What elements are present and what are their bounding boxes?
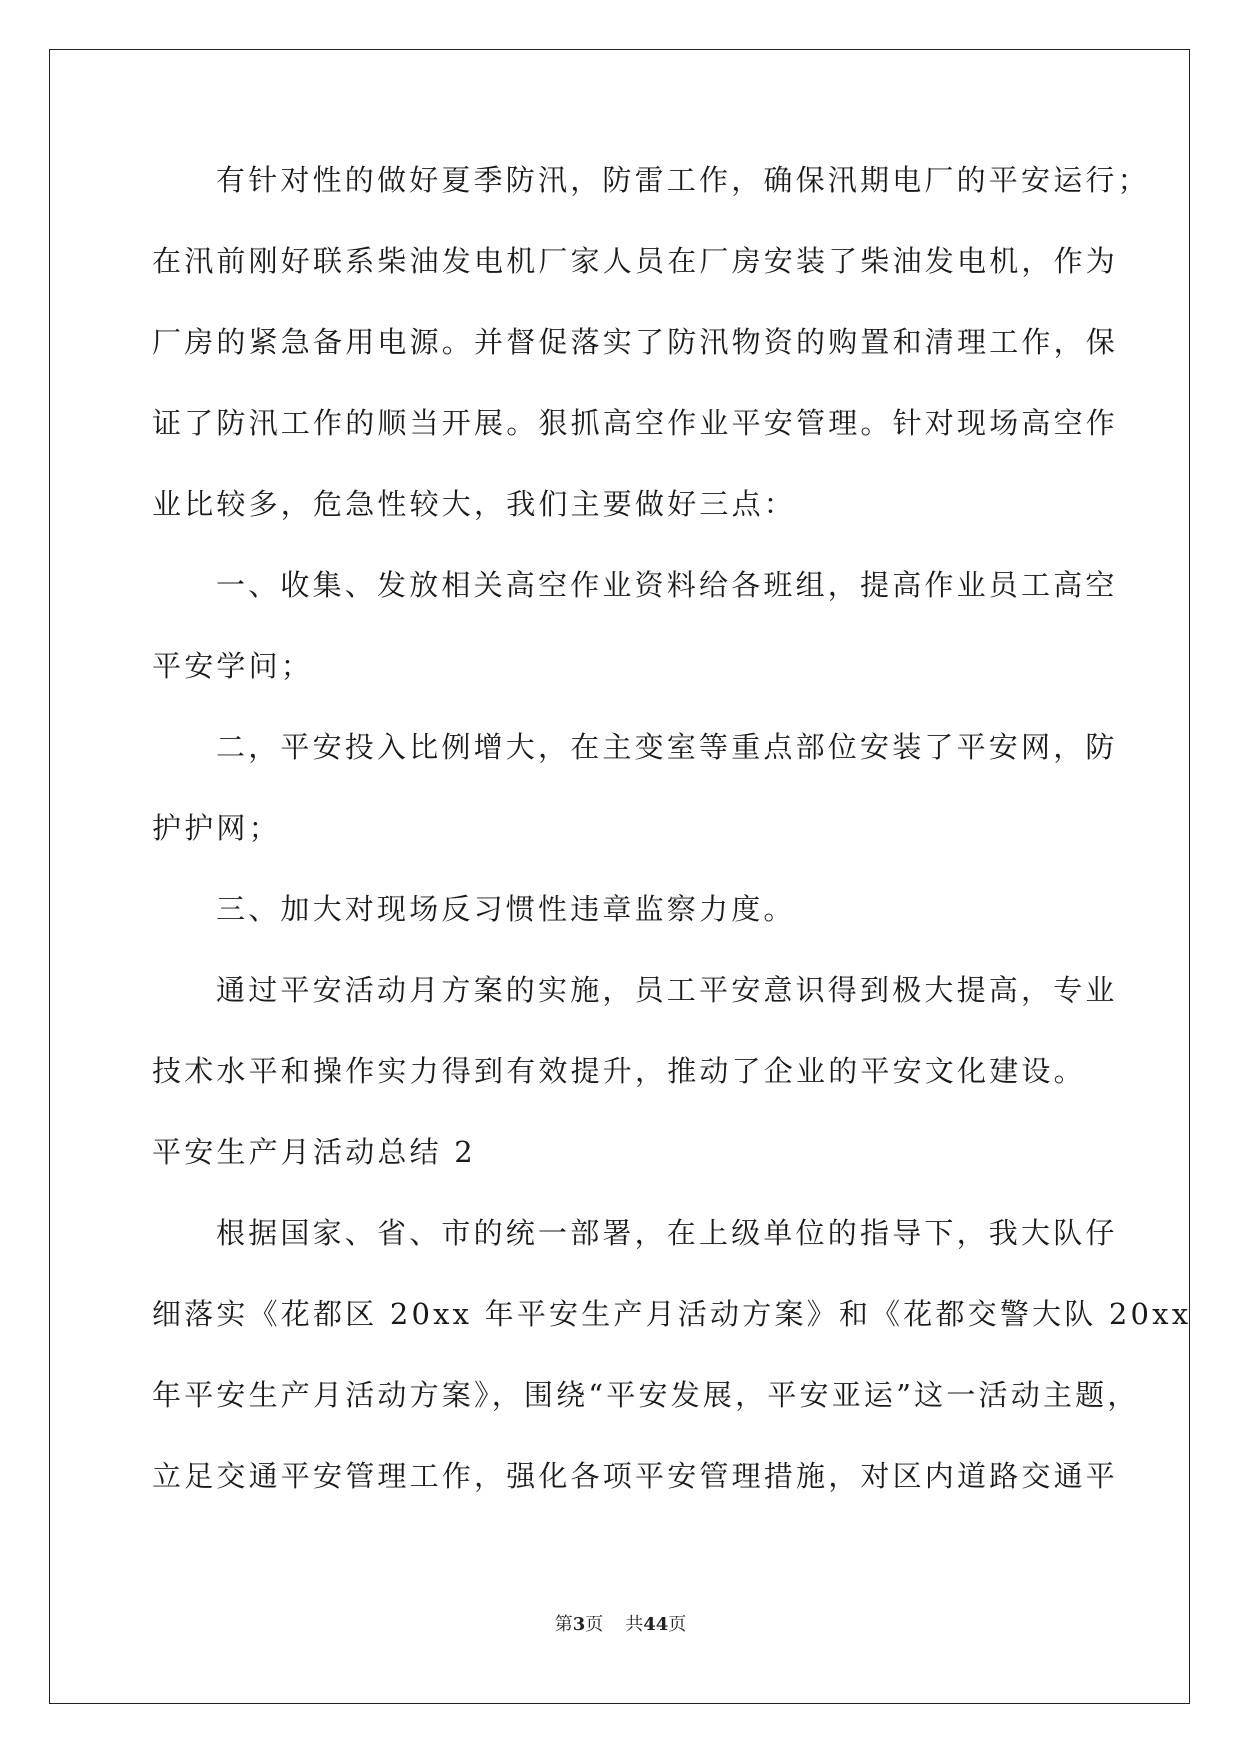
paragraph-line: 技术水平和操作实力得到有效提升，推动了企业的平安文化建设。 bbox=[152, 1054, 1086, 1088]
paragraph-line: 业比较多，危急性较大，我们主要做好三点： bbox=[152, 487, 797, 521]
paragraph-line: 二，平安投入比例增大，在主变室等重点部位安装了平安网，防 bbox=[216, 730, 1118, 764]
paragraph-line: 三、加大对现场反习惯性违章监察力度。 bbox=[216, 892, 796, 926]
paragraph-line: 根据国家、省、市的统一部署，在上级单位的指导下，我大队仔 bbox=[216, 1216, 1118, 1250]
total-suffix: 页 bbox=[668, 1614, 687, 1635]
document-body bbox=[152, 160, 1192, 1537]
page-suffix: 页 bbox=[585, 1614, 604, 1635]
paragraph-line: 平安学问； bbox=[152, 649, 314, 683]
paragraph-line: 在汛前刚好联系柴油发电机厂家人员在厂房安装了柴油发电机，作为 bbox=[152, 244, 1119, 278]
page-footer bbox=[0, 1610, 1241, 1636]
total-prefix: 共 bbox=[625, 1614, 644, 1635]
total-pages: 44 bbox=[643, 1614, 669, 1635]
page-number: 3 bbox=[572, 1614, 586, 1635]
paragraph-line: 年平安生产月活动方案》，围绕“平安发展，平安亚运”这一活动主题， bbox=[152, 1378, 1140, 1412]
paragraph-line: 证了防汛工作的顺当开展。狠抓高空作业平安管理。针对现场高空作 bbox=[152, 406, 1119, 440]
paragraph-line: 立足交通平安管理工作，强化各项平安管理措施，对区内道路交通平 bbox=[152, 1459, 1119, 1493]
paragraph-line: 通过平安活动月方案的实施，员工平安意识得到极大提高，专业 bbox=[216, 973, 1118, 1007]
paragraph-line: 有针对性的做好夏季防汛，防雷工作，确保汛期电厂的平安运行； bbox=[216, 163, 1150, 197]
paragraph-line: 细落实《花都区 20xx 年平安生产月活动方案》和《花都交警大队 20xx bbox=[152, 1297, 1192, 1331]
paragraph-line: 护护网； bbox=[152, 811, 281, 845]
paragraph-line: 厂房的紧急备用电源。并督促落实了防汛物资的购置和清理工作，保 bbox=[152, 325, 1119, 359]
paragraph-line: 一、收集、发放相关高空作业资料给各班组，提高作业员工高空 bbox=[216, 568, 1118, 602]
section-heading: 平安生产月活动总结 2 bbox=[152, 1135, 476, 1169]
page-prefix: 第 bbox=[554, 1614, 573, 1635]
